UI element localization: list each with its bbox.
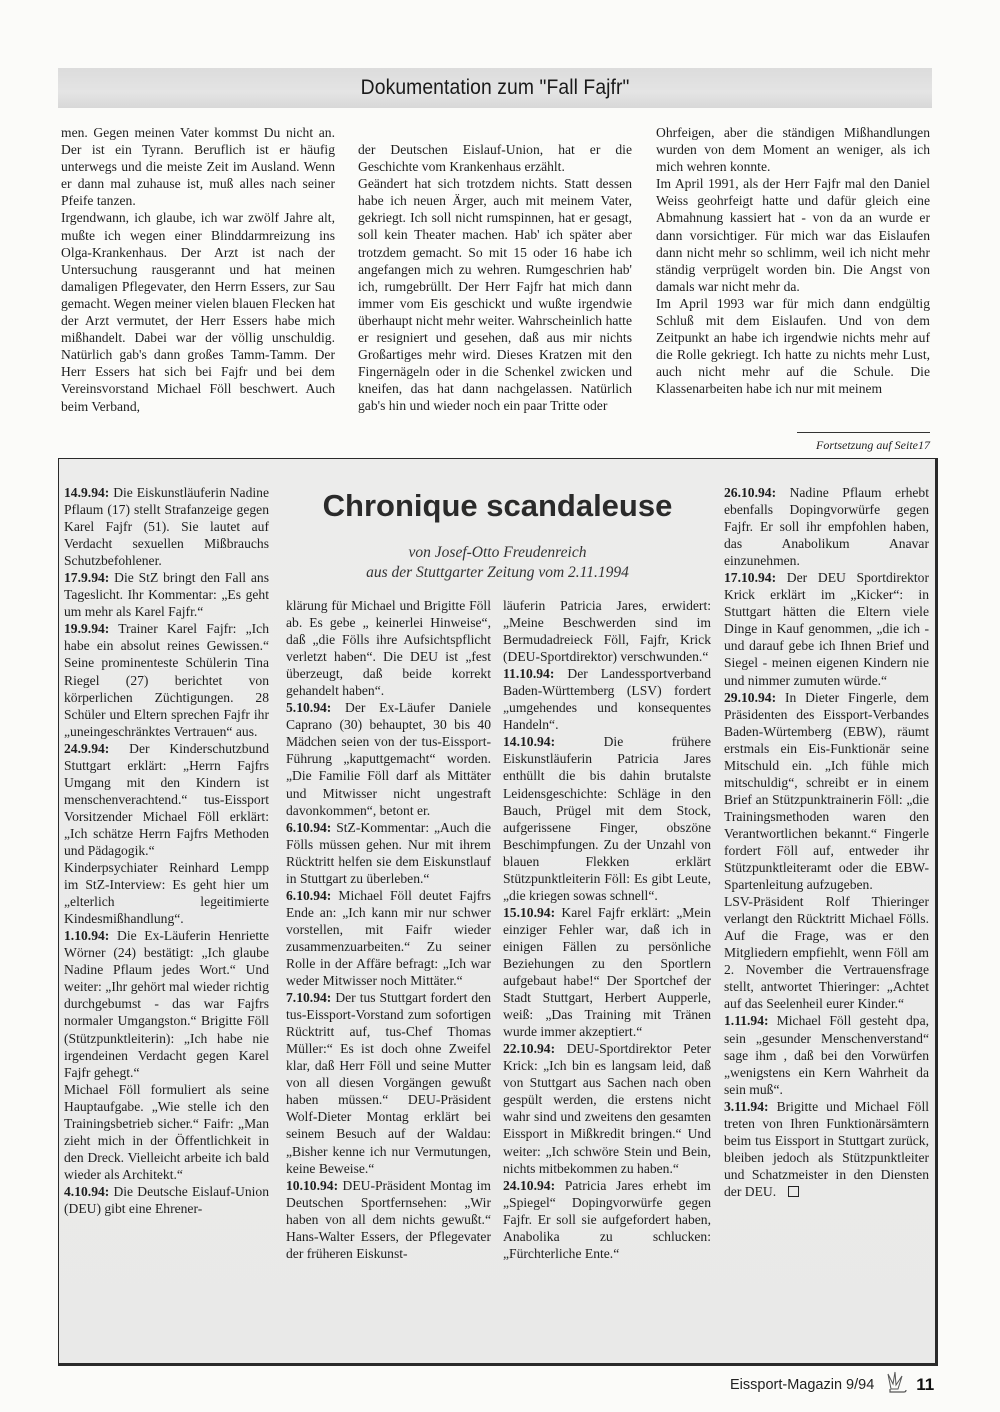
- entry-date: 6.10.94:: [286, 887, 332, 903]
- chronicle-entry: [286, 989, 491, 1177]
- entry-date: 1.10.94:: [64, 928, 110, 944]
- section-header: [58, 68, 932, 108]
- chronicle-entry: [503, 665, 711, 733]
- entry-date: 26.10.94:: [724, 485, 777, 500]
- entry-text: Die StZ bringt den Fall ans Tageslicht. Ihr Kommentar: „Es geht um mehr als Karel Fajfr.“: [64, 570, 269, 620]
- entry-text: Die Eiskunstläuferin Nadine Pflaum (17) stellt Strafanzeige gegen Karel Fajfr (51). Sie lautet auf Verdacht sexuellen Mißbrauchs Schutzbefohlener.: [64, 485, 269, 569]
- paragraph: Irgendwann, ich glaube, ich war zwölf Jahre alt, mußte ich wegen einer Blinddarmreizung ins Olga-Krankenhaus. Der Arzt ist nach der Untersuchung rausgerannt und hat meinen damaligen Pflegevater, den Herrn Essers, zur Sau gemacht. Wegen meiner vielen blauen Flecken hat der Arzt vermutet, der Herr Essers habe mich mißhandelt. Dabei war der völlig unschuldig. Natürlich gab's dann großes Tamm-Tamm. Der Herr Essers hat sich bei Fajfr und bei dem Vereinsvorstand Michael Föll beschwert. Auch beim Verband,: [61, 210, 335, 414]
- chronicle-entry: [724, 893, 929, 1012]
- entry-text: Die frühere Eiskunstläuferin Patricia Jares enthüllt die bis dahin brutalste Leidensgeschichte: Schläge in den Bauch, Prügel mit dem Stock, aufgerissene Finger, obszöne Beschimpfungen. Zu der Unzahl von blauen Flekken erklärt Stützpunktleiterin Föll: Es gibt Leute, „die kriegen sowas schnell“.: [503, 734, 711, 903]
- chronicle-byline: [285, 543, 710, 583]
- entry-date: 17.9.94:: [64, 570, 110, 586]
- chronicle-entry: [503, 904, 711, 1040]
- paragraph: Ohrfeigen, aber die ständigen Mißhandlungen wurden von dem Moment an weniger, als ich mich wehren konnte.: [656, 125, 930, 175]
- entry-date: 19.9.94:: [64, 621, 110, 637]
- chronicle-entry: [724, 1012, 929, 1097]
- entry-text: Die Deutsche Eislauf-Union (DEU) gibt eine Ehrener-: [64, 1183, 269, 1216]
- chronicle-entry: [64, 859, 269, 927]
- chronicle-entry: [286, 1177, 491, 1262]
- entry-date: 11.10.94:: [503, 666, 555, 682]
- entry-date: 29.10.94:: [724, 689, 777, 705]
- chronicle-entry: [64, 927, 269, 1080]
- article-column-1: [61, 124, 335, 415]
- paragraph: Im April 1993 war für mich dann endgültig Schluß mit dem Eislaufen. Und von dem Zeitpunkt an habe ich irgendwie nichts mehr auf die Rolle gekriegt. Ich hatte zu nichts mehr Lust, auch nicht mehr auf die Schule. Die Klassenarbeiten habe ich nur mit meinem: [656, 295, 930, 397]
- entry-date: 22.10.94:: [503, 1041, 556, 1057]
- entry-text: Der tus Stuttgart fordert den tus-Eissport-Vorstand zum sofortigen Rücktritt auf, tus-Chef Thomas Müller:“ Es ist doch ohne Zweifel klar, daß Herr Föll und seine Mutter von all diesen Vorgängen gewußt haben müssen.“ DEU-Präsident Wolf-Dieter Montag erklärt bei seinem Besuch auf der Waldau: „Bisher kenne ich nur Vermutungen, keine Beweise.“: [286, 990, 491, 1176]
- section-title: Dokumentation zum "Fall Fajfr": [360, 76, 630, 99]
- page-footer: [730, 1370, 960, 1400]
- entry-date: 3.11.94:: [724, 1098, 769, 1114]
- magazine-issue: Eissport-Magazin 9/94: [730, 1377, 875, 1393]
- chronicle-entry: [64, 484, 269, 569]
- entry-text: StZ-Kommentar: „Auch die Fölls müssen gehen. Nur mit ihrem Rücktritt helfen sie dem Eiskunstlauf in Stuttgart zu überleben.“: [286, 819, 491, 886]
- entry-date: 17.10.94:: [724, 570, 777, 586]
- chronicle-entry: [724, 484, 929, 569]
- byline-author: von Josef-Otto Freudenreich: [408, 544, 587, 561]
- paragraph: der Deutschen Eislauf-Union, hat er die Geschichte vom Krankenhaus erzählt.: [358, 142, 632, 175]
- chronicle-entry: [724, 569, 929, 688]
- chronicle-entry: [64, 740, 269, 859]
- entry-text: Der Landessportverband Baden-Württemberg (LSV) fordert „umgehendes und konsequentes Handeln“.: [503, 666, 711, 733]
- entry-text: DEU-Präsident Montag im Deutschen Sportfernsehen: „Wir haben von all dem nichts gewußt.“ Hans-Walter Essers, der Pflegevater der früheren Eiskunst-: [286, 1177, 491, 1261]
- entry-text: Brigitte und Michael Föll treten von Ihren Funktionärsämtern beim tus Eissport in Stuttgart zurück, bleiben jedoch als Stützpunktleiter und Schatzmeister in den Diensten der DEU.: [724, 1098, 929, 1199]
- entry-text: DEU-Sportdirektor Peter Krick: „Ich bin es langsam leid, daß von Stuttgart aus Sachen nach oben gespült werden, die erstens nicht wahr sind und zweitens den gesamten Eissport in Mißkredit bringen.“ Und weiter: „Ich schwöre Stein und Bein, nichts mitbekommen zu haben.“: [503, 1041, 711, 1176]
- byline-source: aus der Stuttgarter Zeitung vom 2.11.1994: [366, 564, 629, 581]
- continuation-note: Fortsetzung auf Seite17: [816, 438, 930, 452]
- entry-text: Der DEU Sportdirektor Krick erklärt im „Kicker“: in Stuttgart hätten die Eltern viele Dinge in Kauf genommen, „die ich - und darauf gebe ich Ihnen Brief und Siegel - meinen eigenen Kindern nie und nimmer zumuten würde.“: [724, 570, 929, 688]
- entry-text: Michael Föll formuliert als seine Hauptaufgabe. „Wie stelle ich den Trainingsbetrieb sicher.“ Faifr: „Man zieht mich in der Öffentlichkeit in den Dreck. Vielleicht arbeite ich bald wieder als Architekt.“: [64, 1081, 269, 1182]
- chronicle-entry: [724, 689, 929, 894]
- entry-date: 15.10.94:: [503, 904, 556, 920]
- entry-date: 1.11.94:: [724, 1013, 769, 1029]
- entry-text: In Dieter Fingerle, dem Präsidenten des Eissport-Verbandes Baden-Würtemberg (EBW), räumt erstmals ein Eis-Funktionär seine Mitschuld ein. „Ich fühle mich mitschuldig“, schreibt er in einem Brief an Stützpunktrainerin Föll: „die Trainingsmethoden waren den Verantwortlichen bekannt.“ Fingerle fordert Föll auf, entweder ihr Stützpunktleiteramt oder die EBW-Spartenleitung aufzugeben.: [724, 689, 929, 893]
- article-column-2: [358, 141, 632, 415]
- chronicle-title: Chronique scandaleuse: [322, 488, 673, 523]
- page-number: 11: [916, 1375, 935, 1394]
- entry-text: Michael Föll deutet Fajfrs Ende an: „Ich kann mir nur schwer vorstellen, mit Faifr wieder zusammenzuarbeiten.“ Zu seiner Rolle in der Affäre befragt: „Ich war weder Mitwisser noch Mittäter.“: [286, 887, 491, 989]
- chronicle-entry: [64, 1081, 269, 1183]
- chronicle-entry: [64, 620, 269, 739]
- chronicle-entry: [64, 1183, 269, 1217]
- skate-feather-logo-icon: [882, 1370, 908, 1401]
- entry-text: Patricia Jares erhebt im „Spiegel“ Dopingvorwürfe gegen Fajfr. Er soll sie aufgefordert haben, Anabolika zu schlucken: „Fürchterliche Ente.“: [503, 1177, 711, 1261]
- entry-text: Nadine Pflaum erhebt ebenfalls Dopingvorwürfe gegen Fajfr. Er soll ihr empfohlen haben, das Anabolikum Anavar einzunehmen.: [724, 485, 929, 569]
- entry-date: 5.10.94:: [286, 700, 332, 716]
- entry-date: 14.9.94:: [64, 485, 110, 500]
- paragraph: men. Gegen meinen Vater kommst Du nicht an. Der ist ein Tyrann. Beruflich ist er häufig unterwegs und die meiste Zeit im Ausland. Wenn er dann mal zuhause ist, muß alles nach seiner Pfeife tanzen.: [61, 125, 335, 209]
- chronicle-entry: [286, 819, 491, 887]
- entry-text: Die Ex-Läuferin Henriette Wörner (24) bestätigt: „Ich glaube Nadine Pflaum jedes Wort.“ Und weiter: „Ihr gehört mal wieder richtig durchgebumst - das war Fajfrs normaler Umgangston.“ Brigitte Föll (Stützpunktleiterin): „Ich habe nie irgendeinen Verdacht gegen Karel Fajfr gehegt.“: [64, 928, 269, 1080]
- entry-text: Kinderpsychiater Reinhard Lempp im StZ-Interview: Es geht hier um „elterlich legeitimierte Kindesmißhandlung“.: [64, 860, 269, 927]
- entry-date: 4.10.94:: [64, 1183, 110, 1199]
- entry-date: 6.10.94:: [286, 819, 332, 835]
- entry-text: LSV-Präsident Rolf Thieringer verlangt den Rücktritt Michael Fölls. Auf die Frage, was er den Mitgliedern empfiehlt, wenn Föll am 2. November die Vertrauensfrage stellt, antwortet Thieringer: „Achtet auf das Seelenheil eurer Kinder.“: [724, 894, 929, 1012]
- chronicle-entry: [64, 569, 269, 620]
- entry-text: Michael Föll gesteht dpa, sein „gesunder Menschenverstand“ sage ihm , daß bei den Vorwürfen „wenigstens ein Kern Wahrheit da sein muß“.: [724, 1013, 929, 1097]
- chronicle-entry: [286, 887, 491, 989]
- entry-text: klärung für Michael und Brigitte Föll ab. Es gebe „ keinerlei Hinweise“, daß „die Fölls ihre Aufsichtspflicht verletzt haben“. Die DEU ist „fest überzeugt, daß beide korrekt gehandelt haben“.: [286, 598, 491, 699]
- entry-text: läuferin Patricia Jares, erwidert: „Meine Beschwerden sind im Bermudadreieck Föll, Fajfr, Krick (DEU-Sportdirektor) verschwunden.“: [503, 598, 711, 665]
- entry-date: 24.9.94:: [64, 740, 110, 756]
- entry-date: 14.10.94:: [503, 734, 556, 750]
- entry-date: 7.10.94:: [286, 990, 332, 1006]
- entry-date: 10.10.94:: [286, 1177, 339, 1193]
- paragraph: Im April 1991, als der Herr Fajfr mal den Daniel Weiss geohrfeigt hatte und dafür gleich eine Abmahnung kassiert hat - von da an wurde er dann vorsichtiger. Für mich war das Eislaufen dann nicht mehr so schlimm, weil ich nicht mehr ständig verprügelt worden bin. Die Angst von damals war nicht mehr da.: [656, 176, 930, 294]
- continuation-rule: [797, 432, 930, 433]
- chronicle-column-1: [64, 484, 269, 1217]
- entry-text: Karel Fajfr erklärt: „Mein einziger Fehler war, daß ich in einigen Fällen zu persönliche Beziehungen zu den Sportlern aufgebaut habe!“ Der Sportchef der Stadt Stuttgart, Herbert Aupperle, weiß: „Das Training mit Tränen wurde immer akzeptiert.“: [503, 904, 711, 1040]
- entry-text: Der Ex-Läufer Daniele Caprano (30) behauptet, 30 bis 40 Mädchen seien von der tus-Eissport-Führung „kaputtgemacht“ worden. „Die Familie Föll darf als Mittäter und Mitwisser nicht ungestraft davonkommen“, betont er.: [286, 700, 491, 818]
- chronicle-entry: [724, 1098, 929, 1200]
- chronicle-entry: [286, 597, 491, 699]
- chronicle-column-3: [503, 597, 711, 1262]
- entry-text: Trainer Karel Fajfr: „Ich habe ein absolut reines Gewissen.“ Seine prominenteste Schülerin Tina Riegel (27) berichtet von körperlichen Züchtigungen. 28 Schüler und Eltern sprechen Fajfr ihr „uneingeschränktes Vertrauen“ aus.: [64, 621, 269, 739]
- chronicle-entry: [503, 1177, 711, 1262]
- chronicle-entry: [503, 733, 711, 903]
- entry-text: Der Kinderschutzbund Stuttgart erklärt: „Herrn Fajfrs Umgang mit den Kindern ist menschenverachtend.“ tus-Eissport Vorsitzender Michael Föll erklärt: „Ich schätze Herrn Fajfrs Methoden und Pädagogik.“: [64, 740, 269, 858]
- chronicle-entry: [503, 597, 711, 665]
- entry-date: 24.10.94:: [503, 1177, 556, 1193]
- paragraph: Geändert hat sich trotzdem nichts. Statt dessen habe ich neuen Ärger, auch mit meinem Vater, gekriegt. Ich soll nicht rumspinnen, hat er gesagt, soll kein Theater machen. Hab' ich später aber trotzdem gemacht. So mit 15 oder 16 habe ich angefangen mich zu wehren. Rumgeschrien hab' ich, rumgebrüllt. Der Herr Fajfr hat mich dann immer vom Eis geschickt und wußte irgendwie überhaupt nicht mehr weiter. Wahrscheinlich hatte er resigniert und gesehen, daß aus mir nichts Großartiges mehr wird. Dieses Kratzen mit den Fingernägeln oder in die Schenkel zwicken und kneifen, das hat dann nachgelassen. Natürlich gab's hin und wieder noch ein paar Tritte oder: [358, 176, 632, 414]
- chronicle-column-2: [286, 597, 491, 1262]
- article-column-3: [656, 124, 930, 398]
- end-of-article-icon: [788, 1186, 799, 1197]
- chronicle-entry: [286, 699, 491, 818]
- chronicle-column-4: [724, 484, 929, 1200]
- chronicle-entry: [503, 1040, 711, 1176]
